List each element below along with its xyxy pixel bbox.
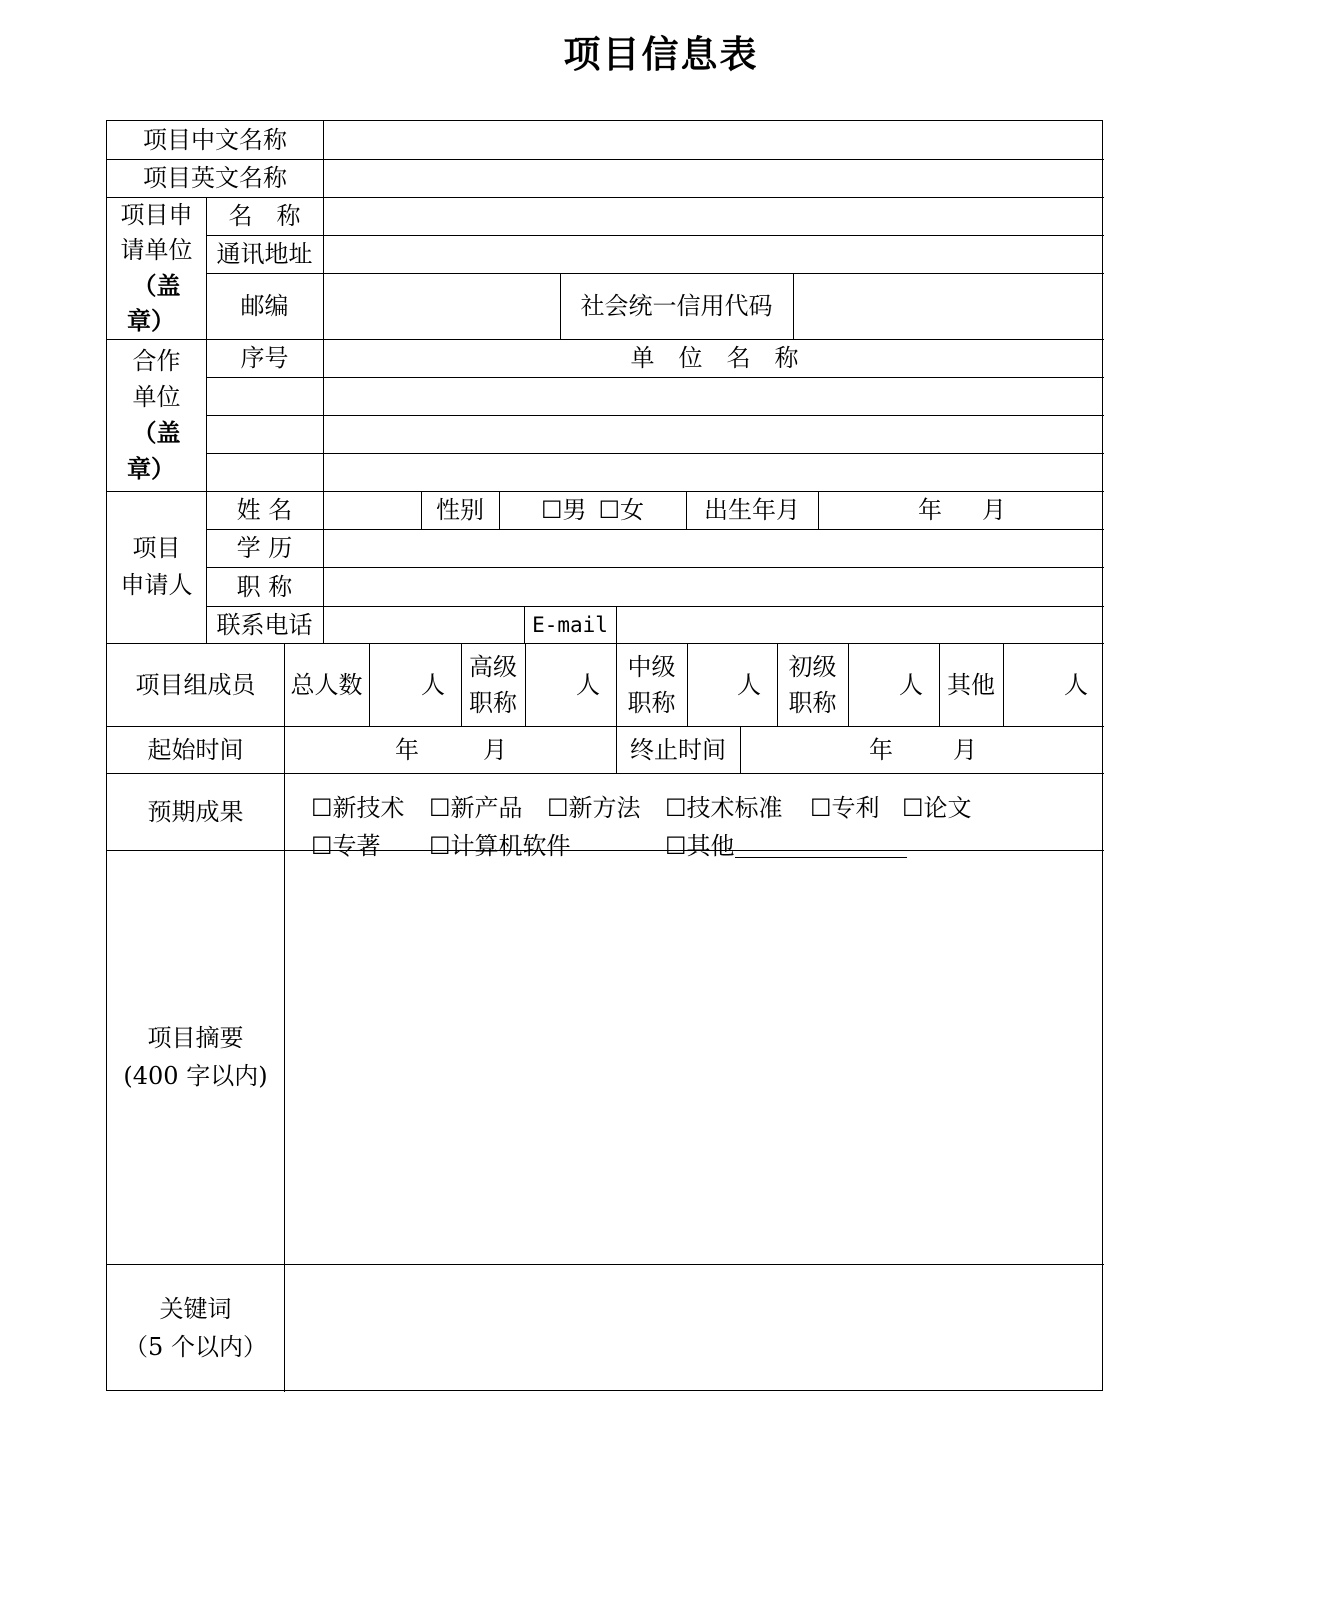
end-month-unit: 月 bbox=[953, 735, 977, 764]
applicant-unit-label-line1: 项目申 bbox=[120, 201, 193, 229]
coop-serial-1[interactable] bbox=[206, 377, 323, 415]
project-name-en-field[interactable] bbox=[325, 159, 1104, 197]
gender-options bbox=[499, 491, 686, 529]
keywords-label bbox=[107, 1264, 284, 1392]
applicant-label-line2: 申请人 bbox=[120, 571, 193, 599]
education-label: 学 历 bbox=[236, 534, 293, 562]
coop-unit-1[interactable] bbox=[325, 377, 1104, 415]
person-name-field[interactable] bbox=[325, 491, 421, 529]
postcode-label: 邮编 bbox=[240, 292, 289, 320]
junior-label bbox=[777, 643, 848, 726]
coop-unit-label-line2: 单位 bbox=[132, 383, 181, 411]
end-time-field[interactable] bbox=[742, 726, 1104, 773]
summary-field[interactable] bbox=[286, 852, 1104, 1264]
members-label: 项目组成员 bbox=[135, 670, 256, 699]
outcome-paper-checkbox[interactable]: ☐论文 bbox=[902, 794, 972, 822]
coop-unit-label bbox=[107, 339, 206, 491]
address-field[interactable] bbox=[325, 235, 1104, 273]
serial-label: 序号 bbox=[240, 344, 289, 372]
outcome-new-method-checkbox[interactable]: ☐新方法 bbox=[547, 794, 641, 822]
coop-unit-3[interactable] bbox=[325, 453, 1104, 491]
page-title: 项目信息表 bbox=[563, 33, 759, 76]
applicant-unit-label bbox=[107, 197, 206, 339]
unit-name-label: 名 称 bbox=[228, 202, 301, 230]
summary-label bbox=[107, 850, 284, 1264]
project-name-cn-field[interactable] bbox=[325, 121, 1104, 159]
keywords-field[interactable] bbox=[286, 1266, 1104, 1392]
applicant-label-line1: 项目 bbox=[132, 534, 181, 562]
person-name-label: 姓 名 bbox=[236, 496, 293, 524]
project-name-en-label: 项目英文名称 bbox=[143, 164, 287, 192]
outcome-software-checkbox[interactable]: ☐计算机软件 bbox=[429, 832, 571, 860]
summary-label-line1: 项目摘要 bbox=[147, 1024, 244, 1052]
address-label: 通讯地址 bbox=[216, 240, 313, 268]
outcome-other-checkbox[interactable]: ☐其他 bbox=[665, 832, 735, 860]
end-year-unit: 年 bbox=[869, 735, 893, 764]
total-count-field[interactable] bbox=[369, 643, 453, 726]
project-info-form bbox=[106, 120, 1103, 1391]
other-unit: 人 bbox=[1064, 670, 1088, 699]
phone-field[interactable] bbox=[325, 606, 524, 643]
email-label: E-mail bbox=[532, 612, 608, 637]
total-label: 总人数 bbox=[290, 670, 363, 699]
senior-label bbox=[461, 643, 525, 726]
project-name-cn-label: 项目中文名称 bbox=[143, 126, 287, 154]
coop-seal-line1: （盖 bbox=[132, 418, 181, 447]
junior-count-field[interactable] bbox=[848, 643, 931, 726]
coop-serial-3[interactable] bbox=[206, 453, 323, 491]
birth-label: 出生年月 bbox=[704, 496, 800, 524]
junior-label-line1: 初级 bbox=[788, 652, 837, 681]
coop-seal-line2: 章） bbox=[127, 454, 175, 483]
outcomes-label: 预期成果 bbox=[147, 797, 244, 826]
gender-label: 性别 bbox=[436, 496, 484, 524]
keywords-label-line2: （5 个以内） bbox=[124, 1333, 267, 1361]
end-time-label: 终止时间 bbox=[630, 735, 726, 764]
coop-unit-2[interactable] bbox=[325, 415, 1104, 453]
senior-label-line2: 职称 bbox=[469, 688, 517, 717]
keywords-label-line1: 关键词 bbox=[159, 1295, 232, 1323]
outcome-monograph-checkbox[interactable]: ☐专著 bbox=[311, 832, 381, 860]
middle-label bbox=[616, 643, 687, 726]
middle-unit: 人 bbox=[737, 670, 761, 699]
title-rank-label: 职 称 bbox=[236, 572, 293, 601]
credit-code-label: 社会统一信用代码 bbox=[580, 292, 773, 320]
outcome-tech-standard-checkbox[interactable]: ☐技术标准 bbox=[665, 794, 783, 822]
junior-unit: 人 bbox=[899, 670, 923, 699]
coop-serial-2[interactable] bbox=[206, 415, 323, 453]
junior-label-line2: 职称 bbox=[788, 688, 837, 717]
phone-label: 联系电话 bbox=[216, 610, 313, 639]
start-month-unit: 月 bbox=[483, 735, 507, 764]
email-field[interactable] bbox=[618, 606, 1104, 643]
credit-code-field[interactable] bbox=[795, 273, 1104, 339]
postcode-field[interactable] bbox=[325, 273, 560, 339]
coop-unit-label-line1: 合作 bbox=[132, 347, 181, 375]
birth-field[interactable] bbox=[820, 491, 1104, 529]
middle-count-field[interactable] bbox=[687, 643, 769, 726]
unit-name-field[interactable] bbox=[325, 197, 1104, 235]
middle-label-line1: 中级 bbox=[627, 652, 676, 681]
other-count-field[interactable] bbox=[1003, 643, 1096, 726]
other-members-label: 其他 bbox=[947, 670, 995, 699]
seal-note-line2: 章） bbox=[127, 306, 175, 335]
senior-count-field[interactable] bbox=[525, 643, 608, 726]
middle-label-line2: 职称 bbox=[627, 688, 676, 717]
gender-male-checkbox[interactable]: ☐男 bbox=[540, 496, 587, 524]
senior-unit: 人 bbox=[576, 670, 600, 699]
seal-note-line1: （盖 bbox=[132, 271, 181, 300]
birth-year-unit: 年 bbox=[918, 496, 942, 524]
start-time-field[interactable] bbox=[286, 726, 616, 773]
summary-label-line2: (400 字以内) bbox=[123, 1062, 268, 1090]
total-unit: 人 bbox=[421, 670, 445, 699]
outcome-patent-checkbox[interactable]: ☐专利 bbox=[810, 794, 880, 822]
outcome-new-product-checkbox[interactable]: ☐新产品 bbox=[429, 794, 523, 822]
outcome-new-tech-checkbox[interactable]: ☐新技术 bbox=[311, 794, 405, 822]
applicant-label bbox=[107, 491, 206, 643]
start-year-unit: 年 bbox=[395, 735, 419, 764]
start-time-label: 起始时间 bbox=[147, 735, 244, 764]
title-rank-field[interactable] bbox=[325, 567, 1104, 606]
education-field[interactable] bbox=[325, 529, 1104, 567]
senior-label-line1: 高级 bbox=[469, 652, 517, 681]
applicant-unit-label-line2: 请单位 bbox=[120, 236, 193, 264]
coop-unit-name-header: 单 位 名 称 bbox=[630, 344, 799, 372]
gender-female-checkbox[interactable]: ☐女 bbox=[598, 496, 645, 524]
birth-month-unit: 月 bbox=[982, 496, 1006, 524]
